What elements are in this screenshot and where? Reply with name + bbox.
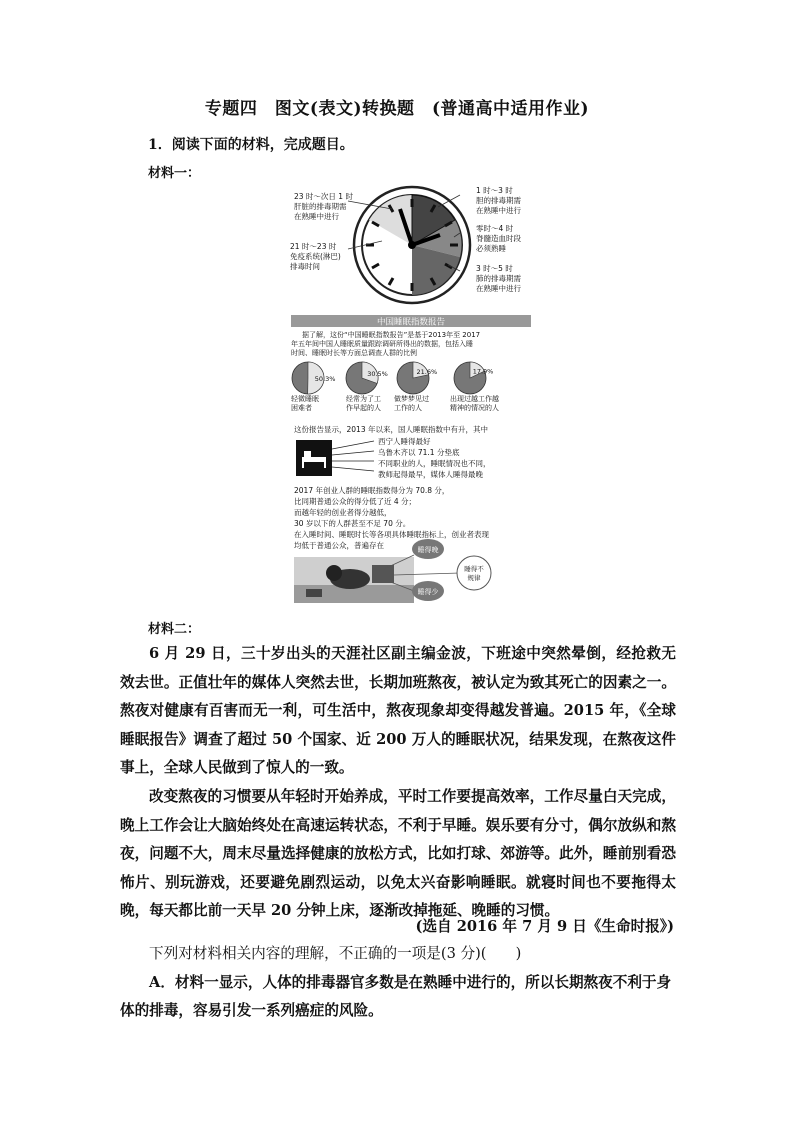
page-title: 专题四 图文(表文)转换题 (普通高中适用作业) <box>204 99 590 119</box>
bubble-irregular-text-2: 规律 <box>467 574 481 582</box>
pie-1-label: 50.3% <box>314 375 336 384</box>
clock-label-liver-1: 23 时～次日 1 时 <box>294 192 353 201</box>
clock-label-spine-2: 脊髓造血时段 <box>476 234 521 243</box>
material2-paragraph-1: 6 月 29 日，三十岁出头的天涯社区副主编金波，下班途中突然晕倒，经抢救无效去世。正值壮年的媒体人突然去世，长期加班熬夜，被认定为致其死亡的因素之一。熬夜对健康有百害而无一利，可生活中，熬夜现象却变得越发普遍。2015 年，《全球睡眠报告》调查了超过 50 个国家、近 200 万人的睡眠状况，结果发现，在熬夜这件事上，全球人民做到了惊人的一致。 <box>120 645 676 777</box>
clock-label-lymph-1: 21 时～23 时 <box>290 242 337 251</box>
startup-1: 2017 年创业人群的睡眠指数得分为 70.8 分， <box>294 486 450 495</box>
material2-body <box>120 640 676 926</box>
report-header: 中国睡眠指数报告 <box>376 317 446 328</box>
question-stem: 下列对材料相关内容的理解，不正确的一项是(3 分)( ) <box>149 945 522 962</box>
clock-label-lung-1: 3 时～5 时 <box>476 264 513 273</box>
startup-4: 30 岁以下的人群甚至不足 70 分。 <box>294 519 411 528</box>
startup-2: 比同期普通公众的得分低了近 4 分； <box>294 497 417 506</box>
clock-label-gall-3: 在熟睡中进行 <box>476 206 521 215</box>
report-shows: 这份报告显示，2013 年以来，国人睡眠指数中有升，其中 <box>294 425 488 434</box>
material2-paragraph-2: 改变熬夜的习惯要从年轻时开始养成，平时工作要提高效率，工作尽量白天完成，晚上工作会让大脑始终处在高速运转状态，不利于早睡。娱乐要有分寸，偶尔放纵和熬夜，问题不大，周末尽量选择健康的放松方式，比如打球、郊游等。此外，睡前别看恐怖片、别玩游戏，还要避免剧烈运动，以免太兴奋影响睡眠。就寝时间也不要拖得太晚，每天都比前一天早 20 分钟上床，逐渐改掉拖延、晚睡的习惯。 <box>120 787 676 920</box>
pie-2-caption-2: 作早起的人 <box>346 404 381 412</box>
startup-6: 均低于普通公众，普遍存在 <box>294 541 384 550</box>
clock-label-gall-2: 胆的排毒期需 <box>476 196 521 205</box>
question-intro: 1．阅读下面的材料，完成题目。 <box>148 137 354 153</box>
pie-3-label: 21.6% <box>416 368 438 377</box>
bubble-late-text: 睡得晚 <box>417 546 439 554</box>
sleeping-worker-photo <box>294 557 414 603</box>
question-block <box>120 940 676 1026</box>
pie-3-caption-1: 做梦梦见过 <box>394 395 429 403</box>
bubble-short-text: 睡得少 <box>417 588 439 596</box>
clock-label-spine-3: 必须熟睡 <box>476 244 506 253</box>
bubble-late <box>412 539 444 559</box>
startup-3: 而越年轻的创业者得分越低， <box>294 508 392 517</box>
material2-label: 材料二： <box>148 622 201 637</box>
bed-icon <box>296 440 332 476</box>
pie-3-caption-2: 工作的人 <box>394 404 422 412</box>
finding-2: 乌鲁木齐以 71.1 分垫底 <box>378 448 460 457</box>
option-a: A．材料一显示，人体的排毒器官多数是在熟睡中进行的，所以长期熬夜不利于身体的排毒，容易引发一系列癌症的风险。 <box>120 973 672 1020</box>
startup-5: 在入睡时间、睡眠时长等各项具体睡眠指标上，创业者表现 <box>294 530 489 539</box>
finding-1: 西宁人睡得最好 <box>378 437 431 446</box>
clock-diagram <box>348 187 470 303</box>
pie-1-caption-2: 困难者 <box>291 404 312 412</box>
finding-3: 不同职业的人，睡眠情况也不同， <box>378 459 491 468</box>
pie-4-caption-1: 出现过越工作越 <box>450 395 499 403</box>
clock-label-lymph-3: 排毒时间 <box>290 262 320 271</box>
clock-label-gall-1: 1 时～3 时 <box>476 186 513 195</box>
clock-label-liver-2: 肝脏的排毒期需 <box>294 202 347 211</box>
pie-1-caption-1: 轻微睡眠 <box>291 395 319 403</box>
figure-svg <box>288 185 533 605</box>
clock-label-liver-3: 在熟睡中进行 <box>294 212 339 221</box>
pie-charts <box>292 362 493 394</box>
pie-4-label: 17.9% <box>472 367 494 376</box>
clock-label-lung-3: 在熟睡中进行 <box>476 284 521 293</box>
report-intro-3: 时间、睡眠时长等方面总调查人群的比例 <box>291 349 417 357</box>
report-intro-1: 据了解，这份“中国睡眠指数报告”是基于2013年至 2017 <box>302 331 481 339</box>
pie-4-caption-2: 精神的情况的人 <box>450 404 499 412</box>
clock-label-lung-2: 肺的排毒期需 <box>476 274 521 283</box>
bubble-irregular-text-1: 睡得不 <box>464 565 484 573</box>
bubble-short <box>412 581 444 601</box>
material1-figure <box>288 185 533 609</box>
pie-2-caption-1: 经常为了工 <box>346 395 381 403</box>
finding-4: 教师起得最早，媒体人睡得最晚 <box>378 470 483 479</box>
clock-label-lymph-2: 免疫系统(淋巴) <box>290 252 341 261</box>
material1-label: 材料一： <box>148 166 201 181</box>
clock-label-spine-1: 零时～4 时 <box>476 224 514 233</box>
source-citation: (选自 2016 年 7 月 9 日《生命时报》) <box>415 918 674 935</box>
bubble-irregular <box>457 556 491 590</box>
pie-2-label: 30.5% <box>367 369 388 378</box>
report-intro-2: 年五年间中国人睡眠质量跟踪调研所得出的数据，包括入睡 <box>291 340 473 348</box>
